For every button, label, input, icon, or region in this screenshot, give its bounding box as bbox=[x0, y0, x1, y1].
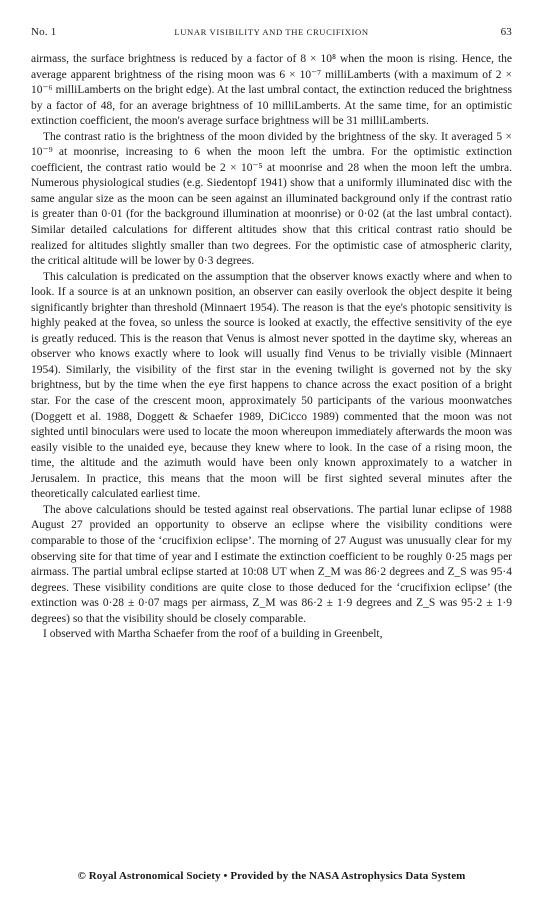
running-title: LUNAR VISIBILITY AND THE CRUCIFIXION bbox=[174, 27, 369, 37]
running-head bbox=[31, 26, 512, 42]
page bbox=[31, 26, 512, 643]
copyright-footer: © Royal Astronomical Society • Provided by the NASA Astrophysics Data System bbox=[77, 870, 466, 882]
paragraph-observation-start: I observed with Martha Schaefer from the roof of a building in Greenbelt, bbox=[43, 628, 383, 641]
paragraph-observer-assumption: This calculation is predicated on the assumption that the observer knows exactly where and when to look. If a source is at an unknown position, an observer can easily overlook the object despite it being significantly brighter than threshold (Minnaert 1954). The reason is that the eye's photopic sensitivity is highly peaked at the fovea, so unless the source is looked at exactly, the effective sensitivity of the eye is greatly reduced. This is the reason that Venus is almost never spotted in the daytime sky, whereas an observer who knows exactly where to look will usually find Venus to be trivially visible (Minnaert 1954). Similarly, the visibility of the first star in the evening twilight is governed not by the sky brightness, but by the time when the eye first happens to chance across the exact position of a bright star. For the case of the crescent moon, approximately 50 participants of the various moonwatches (Doggett et al. 1988, Doggett & Schaefer 1989, DiCicco 1989) commented that the moon was not sighted until binoculars were used to locate the moon whereupon immediately afterwards the moon was easily visible to the unaided eye, because they knew where to look. In the case of a rising moon, the time, the altitude and the azimuth would have been only known approximately to a watcher in Jerusalem. In practice, this means that the moon will be first sighted several minutes after the theoretically calculated earliest time. bbox=[31, 270, 512, 501]
paragraph-continued: airmass, the surface brightness is reduced by a factor of 8 × 10⁸ when the moon is rising. Hence, the average apparent brightness of the rising moon was 6 × 10⁻⁷ milliLamberts (with a maximum of 2 × 10⁻⁶ milliLamberts on the bright edge). At the last umbral contact, the extinction reduced the brightness by a factor of 48, for an average brightness of 10 milliLamberts. At the same time, for an optimistic extinction coefficient, the moon's average surface brightness will be 31 milliLamberts. bbox=[31, 53, 512, 128]
article-body bbox=[31, 52, 512, 643]
paragraph-eclipse-test: The above calculations should be tested against real observations. The partial lunar eclipse of 1988 August 27 provided an opportunity to observe an eclipse where the visibility conditions were comparable to those of the ‘crucifixion eclipse’. The morning of 27 August was unusually clear for my observing site for that time of year and I estimate the extinction coefficient to be roughly 0·25 mags per airmass. The partial umbral eclipse started at 10:08 UT when Z_M was 86·2 degrees and Z_S was 95·4 degrees. These visibility conditions are quite close to those deduced for the ‘crucifixion eclipse’ (the extinction was 0·28 ± 0·07 mags per airmass, Z_M was 86·2 ± 1·9 degrees and Z_S was 95·2 ± 1·9 degrees) so that the visibility should be closely comparable. bbox=[31, 503, 512, 625]
paragraph-contrast-ratio: The contrast ratio is the brightness of the moon divided by the brightness of the sky. It averaged 5 × 10⁻⁹ at moonrise, increasing to 6 when the moon left the umbra. For the optimistic extinction coefficient, the contrast ratio would be 2 × 10⁻⁵ at moonrise and 28 when the moon left the umbra. Numerous physiological studies (e.g. Siedentopf 1941) show that a uniformly illuminated disc with the same angular size as the moon can be seen against an illuminated background only if the contrast ratio is greater than 0·01 (for the background illumination at moonrise) or 0·02 (at the last umbral contact). Similar detailed calculations for different altitudes show that this critical contrast ratio should be realized for altitudes slightly smaller than two degrees. For the optimistic case of atmospheric clarity, the critical altitude will be lower by 0·3 degrees. bbox=[31, 130, 512, 268]
issue-number: No. 1 bbox=[31, 26, 57, 38]
page-number: 63 bbox=[500, 26, 512, 38]
